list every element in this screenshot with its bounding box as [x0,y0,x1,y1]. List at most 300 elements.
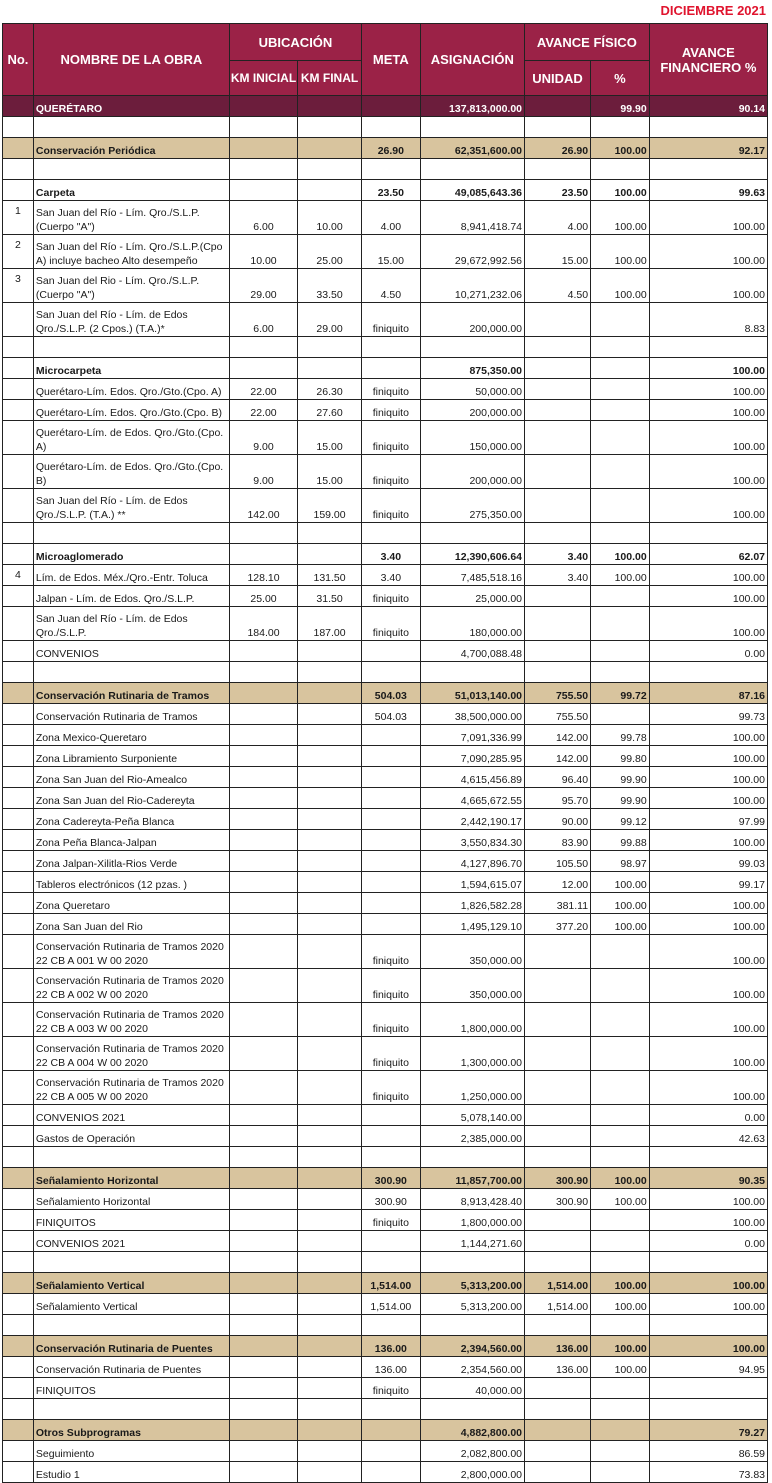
cell-nombre: Querétaro-Lím. Edos. Qro./Gto.(Cpo. A) [33,379,229,400]
header-km-final: KM FINAL [298,61,362,96]
cell-km-inicial: 10.00 [229,235,297,269]
cell-km-final [298,830,362,851]
cell-km-final [298,1441,362,1462]
cell-nombre: Zona San Juan del Rio-Amealco [33,767,229,788]
cell-nombre: FINIQUITOS [33,1210,229,1231]
cell-asignacion: 40,000.00 [420,1378,524,1399]
cell-pct: 100.00 [591,544,650,565]
cell-nombre: CONVENIOS 2021 [33,1105,229,1126]
cell-km-final [298,544,362,565]
cell-avance-financiero [649,117,767,138]
cell-nombre: Conservación Rutinaria de Tramos 2020 22 CB A 001 W 00 2020 [33,935,229,969]
cell-unidad [525,1252,591,1273]
cell-meta [362,893,421,914]
cell-meta [362,523,421,544]
cell-km-inicial [229,1294,297,1315]
cell-meta [362,1441,421,1462]
table-row [3,201,768,235]
cell-nombre: Zona Jalpan-Xilitla-Rios Verde [33,851,229,872]
cell-avance-financiero: 100.00 [649,421,767,455]
blank-row [3,1399,768,1420]
blank-row [3,117,768,138]
cell-km-final [298,1252,362,1273]
cell-pct [591,1462,650,1483]
cell-unidad [525,400,591,421]
cell-km-final [298,1231,362,1252]
cell-asignacion: 7,485,518.16 [420,565,524,586]
cell-meta [362,914,421,935]
cell-no [3,1071,34,1105]
cell-meta [362,662,421,683]
table-row [3,1003,768,1037]
cell-asignacion: 137,813,000.00 [420,96,524,117]
cell-nombre: San Juan del Río - Lím. de Edos Qro./S.L.P. [33,607,229,641]
cell-asignacion [420,337,524,358]
cell-pct: 100.00 [591,1189,650,1210]
cell-meta: finiquito [362,1003,421,1037]
cell-unidad [525,96,591,117]
cell-km-final [298,1105,362,1126]
cell-avance-financiero [649,1252,767,1273]
cell-km-final [298,96,362,117]
header-meta: META [362,24,421,96]
cell-unidad [525,1420,591,1441]
cell-asignacion: 25,000.00 [420,586,524,607]
cell-km-inicial [229,117,297,138]
cell-pct: 100.00 [591,1294,650,1315]
cell-asignacion: 4,665,672.55 [420,788,524,809]
cell-pct: 100.00 [591,269,650,303]
cell-no [3,544,34,565]
cell-km-inicial [229,337,297,358]
cell-asignacion: 1,594,615.07 [420,872,524,893]
table-row [3,641,768,662]
table-row [3,1126,768,1147]
cell-meta: 15.00 [362,235,421,269]
cell-km-final: 131.50 [298,565,362,586]
cell-no [3,935,34,969]
cell-nombre: CONVENIOS 2021 [33,1231,229,1252]
cell-no [3,725,34,746]
cell-km-final [298,767,362,788]
cell-nombre: Zona Peña Blanca-Jalpan [33,830,229,851]
cell-no [3,1210,34,1231]
cell-unidad [525,337,591,358]
cell-avance-financiero: 100.00 [649,1071,767,1105]
cell-pct [591,1147,650,1168]
cell-pct [591,421,650,455]
cell-avance-financiero: 100.00 [649,586,767,607]
cell-nombre: Señalamiento Vertical [33,1273,229,1294]
cell-pct [591,159,650,180]
cell-asignacion: 1,800,000.00 [420,1003,524,1037]
cell-avance-financiero [649,1378,767,1399]
cell-meta [362,830,421,851]
cell-pct [591,1231,650,1252]
table-row [3,1462,768,1483]
cell-unidad: 300.90 [525,1168,591,1189]
table-row [3,872,768,893]
cell-nombre: Conservación Rutinaria de Tramos [33,704,229,725]
cell-avance-financiero: 100.00 [649,767,767,788]
table-row [3,746,768,767]
table-row [3,851,768,872]
cell-pct [591,704,650,725]
cell-pct [591,400,650,421]
cell-no [3,809,34,830]
cell-unidad [525,969,591,1003]
table-row [3,1441,768,1462]
cell-unidad: 95.70 [525,788,591,809]
cell-no [3,767,34,788]
cell-km-final [298,337,362,358]
cell-nombre: San Juan del Rio - Lím. Qro./S.L.P. (Cuerpo "A") [33,269,229,303]
cell-km-inicial [229,641,297,662]
cell-asignacion [420,1399,524,1420]
blank-row [3,1315,768,1336]
table-row [3,1231,768,1252]
cell-avance-financiero: 79.27 [649,1420,767,1441]
cell-meta: 136.00 [362,1357,421,1378]
cell-pct [591,337,650,358]
cell-km-final [298,358,362,379]
cell-avance-financiero: 100.00 [649,1003,767,1037]
cell-pct [591,935,650,969]
blank-row [3,159,768,180]
cell-asignacion [420,159,524,180]
cell-avance-financiero: 100.00 [649,489,767,523]
table-row [3,767,768,788]
cell-nombre: San Juan del Río - Lím. de Edos Qro./S.L.P. (2 Cpos.) (T.A.)* [33,303,229,337]
cell-km-final [298,788,362,809]
cell-nombre: Conservación Rutinaria de Tramos 2020 22 CB A 002 W 00 2020 [33,969,229,1003]
cell-asignacion: 50,000.00 [420,379,524,400]
cell-meta: finiquito [362,607,421,641]
table-row [3,303,768,337]
cell-km-final [298,1126,362,1147]
cell-nombre [33,1399,229,1420]
cell-unidad [525,1399,591,1420]
cell-pct: 100.00 [591,872,650,893]
cell-km-final [298,746,362,767]
cell-meta [362,1315,421,1336]
cell-no [3,1462,34,1483]
cell-meta [362,1231,421,1252]
cell-no [3,358,34,379]
table-row [3,725,768,746]
cell-nombre [33,1147,229,1168]
cell-km-final [298,117,362,138]
cell-km-inicial [229,893,297,914]
cell-meta [362,725,421,746]
cell-pct [591,1071,650,1105]
cell-asignacion: 4,700,088.48 [420,641,524,662]
cell-km-inicial [229,523,297,544]
cell-pct: 100.00 [591,893,650,914]
cell-asignacion: 1,826,582.28 [420,893,524,914]
cell-asignacion: 4,127,896.70 [420,851,524,872]
cell-unidad: 377.20 [525,914,591,935]
cell-avance-financiero: 100.00 [649,788,767,809]
cell-nombre: Conservación Rutinaria de Puentes [33,1357,229,1378]
cell-meta [362,788,421,809]
table-row [3,830,768,851]
cell-avance-financiero: 90.35 [649,1168,767,1189]
cell-nombre: Zona San Juan del Rio [33,914,229,935]
cell-nombre [33,1252,229,1273]
header-nombre: NOMBRE DE LA OBRA [33,24,229,96]
cell-unidad: 142.00 [525,725,591,746]
cell-nombre: Jalpan - Lím. de Edos. Qro./S.L.P. [33,586,229,607]
cell-km-final: 25.00 [298,235,362,269]
cell-avance-financiero: 100.00 [649,969,767,1003]
cell-unidad [525,117,591,138]
cell-km-inicial: 184.00 [229,607,297,641]
cell-km-inicial: 22.00 [229,400,297,421]
cell-avance-financiero: 94.95 [649,1357,767,1378]
cell-no [3,641,34,662]
table-row [3,914,768,935]
cell-km-inicial: 9.00 [229,421,297,455]
cell-avance-financiero: 90.14 [649,96,767,117]
cell-meta: finiquito [362,969,421,1003]
cell-asignacion: 875,350.00 [420,358,524,379]
cell-meta: 504.03 [362,683,421,704]
cell-avance-financiero: 0.00 [649,641,767,662]
cell-avance-financiero: 97.99 [649,809,767,830]
cell-avance-financiero: 92.17 [649,138,767,159]
cell-km-inicial [229,1462,297,1483]
cell-no [3,1441,34,1462]
cell-km-inicial [229,180,297,201]
cell-meta: 23.50 [362,180,421,201]
table-row [3,421,768,455]
cell-no [3,1105,34,1126]
cell-nombre: CONVENIOS [33,641,229,662]
cell-unidad [525,1210,591,1231]
cell-km-final: 15.00 [298,421,362,455]
cell-km-inicial [229,1071,297,1105]
cell-pct: 99.90 [591,767,650,788]
cell-avance-financiero: 87.16 [649,683,767,704]
cell-unidad [525,586,591,607]
cell-km-final [298,523,362,544]
cell-no [3,969,34,1003]
cell-km-final [298,683,362,704]
cell-pct: 99.80 [591,746,650,767]
cell-km-final [298,1378,362,1399]
cell-nombre: FINIQUITOS [33,1378,229,1399]
cell-pct [591,969,650,1003]
cell-asignacion: 5,078,140.00 [420,1105,524,1126]
cell-pct [591,662,650,683]
cell-meta: finiquito [362,1071,421,1105]
cell-no: 1 [3,201,34,235]
cell-meta: finiquito [362,1210,421,1231]
cell-km-inicial [229,1147,297,1168]
cell-no [3,1168,34,1189]
cell-pct [591,455,650,489]
cell-asignacion: 1,800,000.00 [420,1210,524,1231]
table-row [3,379,768,400]
cell-avance-financiero: 100.00 [649,1273,767,1294]
cell-avance-financiero: 62.07 [649,544,767,565]
cell-no [3,788,34,809]
cell-no [3,1420,34,1441]
cell-pct [591,1210,650,1231]
cell-km-inicial [229,1037,297,1071]
obras-table [2,23,768,1483]
cell-km-inicial [229,1441,297,1462]
cell-km-inicial [229,544,297,565]
cell-km-final [298,851,362,872]
cell-avance-financiero: 99.17 [649,872,767,893]
cell-no: 2 [3,235,34,269]
cell-km-inicial [229,830,297,851]
cell-asignacion [420,1315,524,1336]
table-row [3,1189,768,1210]
blank-row [3,523,768,544]
cell-no [3,337,34,358]
table-body [3,96,768,1483]
cell-nombre: San Juan del Río - Lím. de Edos Qro./S.L.P. (T.A.) ** [33,489,229,523]
cell-meta [362,117,421,138]
cell-no [3,1294,34,1315]
state-row [3,96,768,117]
cell-km-inicial [229,767,297,788]
cell-meta [362,767,421,788]
section-row [3,1273,768,1294]
cell-asignacion: 1,250,000.00 [420,1071,524,1105]
cell-km-final [298,180,362,201]
cell-unidad [525,1378,591,1399]
cell-no [3,138,34,159]
cell-pct [591,1003,650,1037]
cell-asignacion: 62,351,600.00 [420,138,524,159]
cell-unidad [525,1231,591,1252]
cell-no [3,421,34,455]
cell-nombre: Señalamiento Horizontal [33,1189,229,1210]
cell-avance-financiero: 100.00 [649,235,767,269]
cell-km-final: 29.00 [298,303,362,337]
cell-unidad [525,607,591,641]
cell-km-inicial: 29.00 [229,269,297,303]
cell-nombre: Zona Libramiento Surponiente [33,746,229,767]
cell-no [3,1399,34,1420]
cell-unidad [525,489,591,523]
cell-meta: 4.00 [362,201,421,235]
cell-avance-financiero: 0.00 [649,1105,767,1126]
cell-asignacion: 275,350.00 [420,489,524,523]
cell-avance-financiero: 100.00 [649,830,767,851]
cell-pct [591,303,650,337]
cell-no [3,1315,34,1336]
cell-meta [362,1420,421,1441]
cell-asignacion: 200,000.00 [420,400,524,421]
cell-no [3,683,34,704]
cell-unidad [525,455,591,489]
cell-meta: 1,514.00 [362,1273,421,1294]
cell-unidad [525,1003,591,1037]
cell-nombre: Conservación Rutinaria de Tramos 2020 22 CB A 004 W 00 2020 [33,1037,229,1071]
cell-asignacion: 1,144,271.60 [420,1231,524,1252]
cell-unidad [525,935,591,969]
cell-no [3,1147,34,1168]
cell-unidad: 15.00 [525,235,591,269]
table-row [3,1294,768,1315]
cell-meta [362,1105,421,1126]
cell-km-inicial [229,969,297,1003]
table-header [3,24,768,96]
cell-unidad [525,1441,591,1462]
cell-no: 3 [3,269,34,303]
cell-km-inicial [229,1003,297,1037]
cell-avance-financiero: 86.59 [649,1441,767,1462]
cell-avance-financiero: 100.00 [649,1037,767,1071]
cell-asignacion: 2,082,800.00 [420,1441,524,1462]
cell-avance-financiero: 0.00 [649,1231,767,1252]
subsection-row [3,544,768,565]
cell-asignacion: 5,313,200.00 [420,1294,524,1315]
cell-km-final [298,1315,362,1336]
cell-asignacion: 350,000.00 [420,935,524,969]
cell-pct: 100.00 [591,235,650,269]
cell-km-final: 33.50 [298,269,362,303]
cell-km-final [298,138,362,159]
cell-km-inicial [229,159,297,180]
cell-km-inicial [229,1378,297,1399]
cell-avance-financiero: 100.00 [649,455,767,489]
cell-meta: 136.00 [362,1336,421,1357]
cell-no [3,1126,34,1147]
cell-pct [591,117,650,138]
cell-pct: 100.00 [591,180,650,201]
blank-row [3,662,768,683]
cell-nombre [33,662,229,683]
cell-km-final: 159.00 [298,489,362,523]
cell-km-final [298,1420,362,1441]
cell-avance-financiero: 100.00 [649,914,767,935]
cell-meta: 3.40 [362,565,421,586]
cell-meta: 300.90 [362,1189,421,1210]
cell-meta: finiquito [362,400,421,421]
cell-meta: 3.40 [362,544,421,565]
cell-meta: 26.90 [362,138,421,159]
cell-km-inicial [229,1273,297,1294]
cell-avance-financiero: 100.00 [649,1210,767,1231]
header-avance-fisico: AVANCE FÍSICO [525,24,650,61]
cell-asignacion: 49,085,643.36 [420,180,524,201]
cell-km-inicial [229,1210,297,1231]
cell-no [3,746,34,767]
cell-asignacion [420,1147,524,1168]
cell-pct: 99.88 [591,830,650,851]
cell-meta: finiquito [362,1037,421,1071]
cell-km-inicial [229,1336,297,1357]
cell-nombre: Señalamiento Horizontal [33,1168,229,1189]
cell-no [3,1231,34,1252]
cell-km-final [298,1003,362,1037]
cell-meta [362,1126,421,1147]
cell-no [3,1273,34,1294]
cell-avance-financiero: 99.63 [649,180,767,201]
cell-unidad: 136.00 [525,1357,591,1378]
cell-asignacion: 200,000.00 [420,303,524,337]
cell-nombre [33,159,229,180]
cell-unidad [525,358,591,379]
cell-asignacion: 51,013,140.00 [420,683,524,704]
cell-no [3,96,34,117]
